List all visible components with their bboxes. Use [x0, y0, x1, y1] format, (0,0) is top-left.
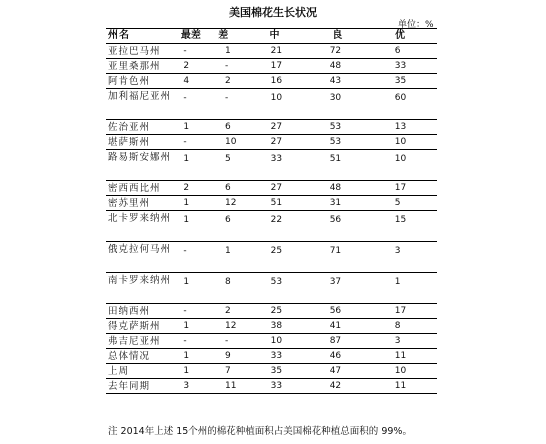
excellent-cell: 3 — [394, 246, 401, 256]
poor-cell: 2 — [225, 306, 231, 316]
very-poor-cell: 1 — [183, 215, 190, 225]
excellent-cell: 13 — [394, 122, 407, 132]
very-poor-cell: 3 — [183, 381, 190, 391]
header-poor: 差 — [218, 30, 229, 41]
excellent-cell: 11 — [394, 381, 407, 391]
fair-cell: 10 — [270, 336, 283, 346]
table-row — [106, 181, 437, 196]
table-row — [106, 59, 437, 74]
good-cell: 30 — [329, 93, 342, 103]
table-row — [106, 211, 437, 242]
table-row — [106, 196, 437, 211]
table-row — [106, 242, 437, 273]
state-name-cell: 佐治亚州 — [108, 122, 151, 133]
poor-cell: 6 — [225, 122, 231, 132]
fair-cell: 16 — [270, 76, 283, 86]
table-row — [106, 74, 437, 89]
good-cell: 41 — [329, 321, 342, 331]
fair-cell: 21 — [270, 46, 283, 56]
state-name-cell: 路易斯安娜州 — [108, 152, 172, 163]
fair-cell: 27 — [270, 122, 283, 132]
very-poor-cell: - — [183, 336, 187, 346]
excellent-cell: 6 — [394, 46, 401, 56]
poor-cell: 11 — [225, 381, 237, 391]
state-name-cell: 俄克拉何马州 — [108, 244, 172, 255]
very-poor-cell: 1 — [183, 351, 190, 361]
good-cell: 56 — [329, 306, 342, 316]
fair-cell: 17 — [270, 61, 283, 71]
state-name-cell: 亚里桑那州 — [108, 61, 161, 72]
excellent-cell: 11 — [394, 351, 407, 361]
table-row — [106, 379, 437, 393]
good-cell: 48 — [329, 183, 342, 193]
excellent-cell: 10 — [394, 366, 407, 376]
header-very-poor: 最差 — [180, 30, 201, 41]
excellent-cell: 3 — [394, 336, 401, 346]
fair-cell: 33 — [270, 154, 283, 164]
excellent-cell: 35 — [394, 76, 407, 86]
table-row — [106, 304, 437, 319]
state-name-cell: 亚拉巴马州 — [108, 46, 161, 57]
poor-cell: 8 — [225, 277, 231, 287]
very-poor-cell: - — [183, 137, 187, 147]
poor-cell: 10 — [225, 137, 237, 147]
excellent-cell: 60 — [394, 93, 407, 103]
good-cell: 87 — [329, 336, 342, 346]
very-poor-cell: 1 — [183, 277, 190, 287]
state-name-cell: 田纳西州 — [108, 306, 151, 317]
fair-cell: 35 — [270, 366, 283, 376]
very-poor-cell: 1 — [183, 366, 190, 376]
table-title: 美国棉花生长状况 — [229, 6, 317, 19]
state-name-cell: 总体情况 — [108, 351, 151, 362]
very-poor-cell: 1 — [183, 198, 190, 208]
header-fair: 中 — [269, 30, 280, 41]
excellent-cell: 1 — [394, 277, 401, 287]
good-cell: 51 — [329, 154, 342, 164]
poor-cell: 6 — [225, 183, 231, 193]
excellent-cell: 15 — [394, 215, 407, 225]
state-name-cell: 上周 — [108, 366, 130, 377]
very-poor-cell: 4 — [183, 76, 190, 86]
state-name-cell: 阿肯色州 — [108, 76, 151, 87]
good-cell: 48 — [329, 61, 342, 71]
very-poor-cell: - — [183, 246, 187, 256]
good-cell: 47 — [329, 366, 342, 376]
poor-cell: 12 — [225, 198, 237, 208]
fair-cell: 33 — [270, 381, 283, 391]
poor-cell: - — [225, 61, 229, 71]
table-row — [106, 334, 437, 349]
header-excellent: 优 — [395, 30, 406, 41]
poor-cell: 9 — [225, 351, 231, 361]
good-cell: 53 — [329, 137, 342, 147]
table-body — [106, 44, 437, 393]
poor-cell: - — [225, 93, 229, 103]
state-name-cell: 南卡罗来纳州 — [108, 275, 172, 286]
good-cell: 71 — [329, 246, 342, 256]
good-cell: 42 — [329, 381, 342, 391]
good-cell: 72 — [329, 46, 342, 56]
table-header-row — [106, 29, 437, 44]
good-cell: 53 — [329, 122, 342, 132]
very-poor-cell: 1 — [183, 122, 190, 132]
poor-cell: 2 — [225, 76, 231, 86]
unit-label: 单位：% — [398, 20, 434, 30]
table-row — [106, 273, 437, 304]
fair-cell: 38 — [270, 321, 283, 331]
cotton-condition-table — [106, 28, 437, 394]
poor-cell: 6 — [225, 215, 231, 225]
very-poor-cell: 2 — [183, 183, 190, 193]
table-row — [106, 349, 437, 364]
poor-cell: - — [225, 336, 229, 346]
poor-cell: 12 — [225, 321, 237, 331]
state-name-cell: 得克萨斯州 — [108, 321, 161, 332]
fair-cell: 25 — [270, 246, 283, 256]
header-good: 良 — [332, 30, 343, 41]
header-state: 州名 — [108, 30, 130, 41]
fair-cell: 25 — [270, 306, 283, 316]
table-row — [106, 364, 437, 379]
state-name-cell: 密苏里州 — [108, 198, 151, 209]
poor-cell: 1 — [225, 46, 231, 56]
fair-cell: 22 — [270, 215, 283, 225]
very-poor-cell: 1 — [183, 154, 190, 164]
fair-cell: 27 — [270, 137, 283, 147]
state-name-cell: 密西西比州 — [108, 183, 161, 194]
excellent-cell: 5 — [394, 198, 401, 208]
very-poor-cell: 2 — [183, 61, 190, 71]
poor-cell: 1 — [225, 246, 231, 256]
good-cell: 56 — [329, 215, 342, 225]
state-name-cell: 加利福尼亚州 — [108, 91, 172, 102]
very-poor-cell: - — [183, 306, 187, 316]
good-cell: 43 — [329, 76, 342, 86]
fair-cell: 33 — [270, 351, 283, 361]
fair-cell: 53 — [270, 277, 283, 287]
table-row — [106, 120, 437, 135]
very-poor-cell: - — [183, 93, 187, 103]
fair-cell: 51 — [270, 198, 283, 208]
excellent-cell: 8 — [394, 321, 401, 331]
excellent-cell: 17 — [394, 183, 407, 193]
poor-cell: 7 — [225, 366, 231, 376]
state-name-cell: 弗吉尼亚州 — [108, 336, 161, 347]
table-row — [106, 44, 437, 59]
excellent-cell: 10 — [394, 137, 407, 147]
table-row — [106, 319, 437, 334]
excellent-cell: 17 — [394, 306, 407, 316]
state-name-cell: 去年同期 — [108, 381, 151, 392]
very-poor-cell: 1 — [183, 321, 190, 331]
table-row — [106, 150, 437, 181]
state-name-cell: 堪萨斯州 — [108, 137, 151, 148]
excellent-cell: 33 — [394, 61, 407, 71]
table-row — [106, 89, 437, 120]
poor-cell: 5 — [225, 154, 231, 164]
good-cell: 37 — [329, 277, 342, 287]
table-row — [106, 135, 437, 150]
very-poor-cell: - — [183, 46, 187, 56]
state-name-cell: 北卡罗来纳州 — [108, 213, 172, 224]
fair-cell: 27 — [270, 183, 283, 193]
footnote: 注 2014年上述 15个州的棉花种植面积占美国棉花种植总面积的 99%。 — [108, 426, 412, 437]
good-cell: 31 — [329, 198, 342, 208]
excellent-cell: 10 — [394, 154, 407, 164]
good-cell: 46 — [329, 351, 342, 361]
fair-cell: 10 — [270, 93, 283, 103]
